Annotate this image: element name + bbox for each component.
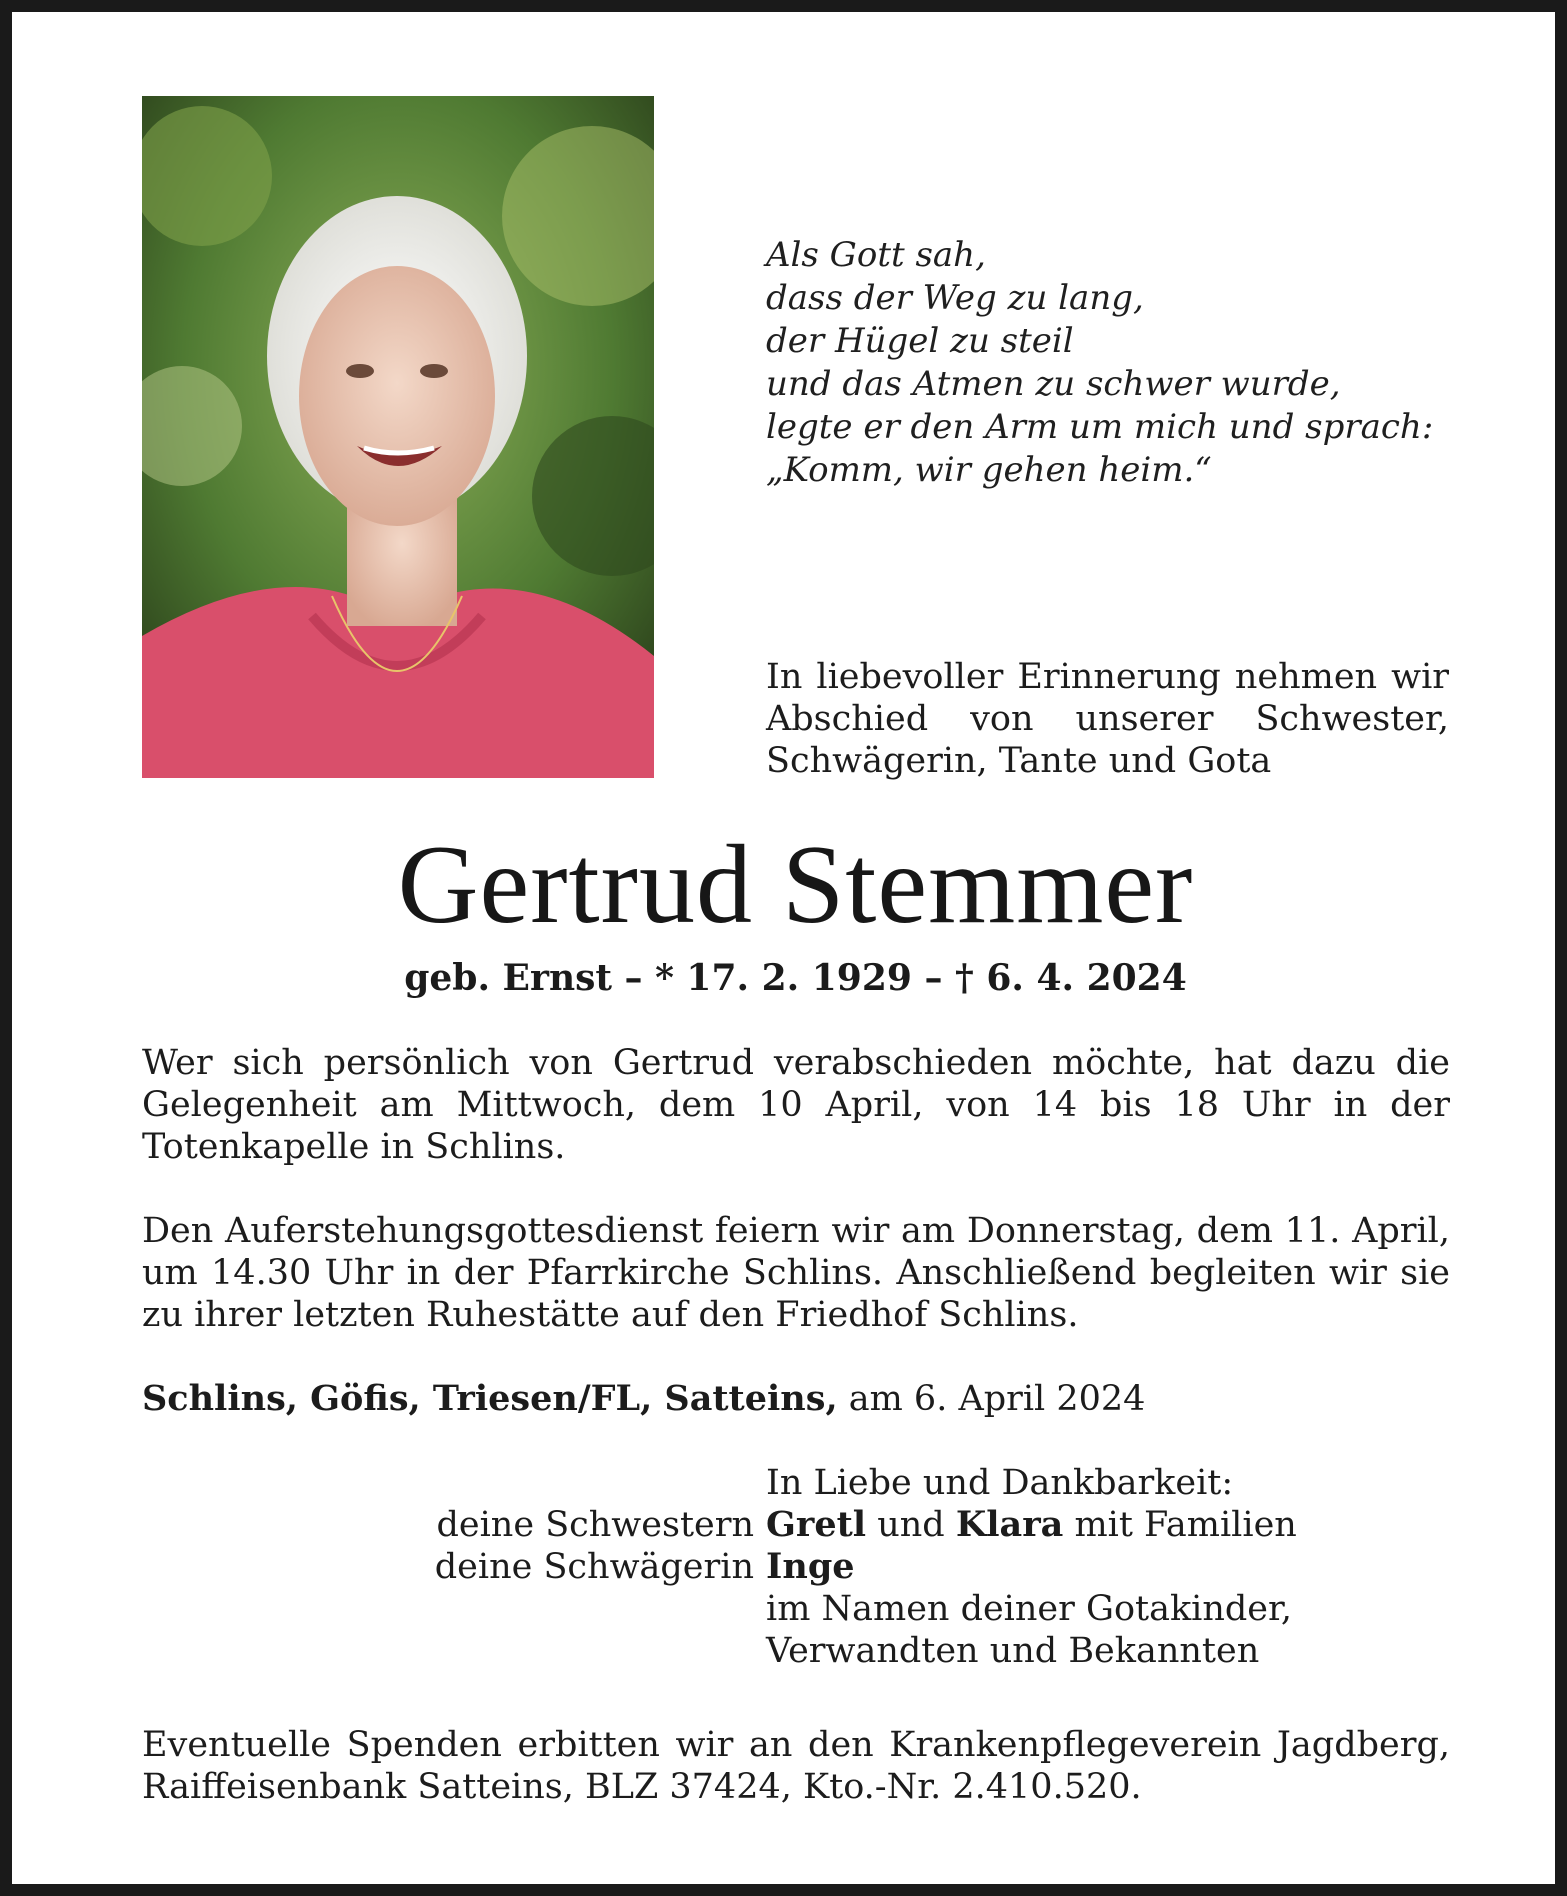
- poem-line: „Komm, wir gehen heim.“: [766, 450, 1212, 490]
- place-names: Schlins, Göfis, Triesen/FL, Satteins,: [142, 1378, 838, 1419]
- family-row: [142, 1630, 1450, 1672]
- poem-line: der Hügel zu steil: [766, 321, 1074, 361]
- poem-line: Als Gott sah,: [766, 235, 986, 275]
- family-row: [142, 1504, 1450, 1546]
- family-row: [142, 1462, 1450, 1504]
- birth-death-dates: geb. Ernst – * 17. 2. 1929 – † 6. 4. 2024: [404, 957, 1187, 999]
- family-heading: In Liebe und Dankbarkeit:: [766, 1463, 1234, 1503]
- donation-note: Eventuelle Spenden erbitten wir an den Krankenpflegeverein Jagdberg, Raiffeisenbank Satteins, BLZ 37424, Kto.-Nr. 2.410.520.: [142, 1725, 1450, 1807]
- viewing-paragraph: Wer sich persönlich von Gertrud verabschieden möchte, hat dazu die Gelegenheit am Mittwoch, dem 10 April, von 14 bis 18 Uhr in der Totenkapelle in Schlins.: [142, 1043, 1450, 1167]
- service-paragraph: Den Auferstehungsgottesdienst feiern wir am Donnerstag, dem 11. April, um 14.30 Uhr in der Pfarrkirche Schlins. Anschließend begleiten wir sie zu ihrer letzten Ruhestätte auf den Friedhof Schlins.: [142, 1211, 1450, 1335]
- family-row: [142, 1588, 1450, 1630]
- deceased-name: Gertrud Stemmer: [397, 823, 1194, 947]
- sister-in-law-name: Inge: [766, 1546, 855, 1587]
- poem-line: und das Atmen zu schwer wurde,: [766, 364, 1341, 404]
- portrait-image: [142, 96, 654, 778]
- poem: [766, 234, 1466, 492]
- relatives-line: Verwandten und Bekannten: [766, 1631, 1260, 1671]
- sister-name: Gretl: [766, 1504, 867, 1545]
- place-date-line: [142, 1378, 1450, 1420]
- sisters-label: deine Schwestern: [436, 1505, 754, 1545]
- godchildren-line: im Namen deiner Gotakinder,: [766, 1589, 1293, 1629]
- place-date: am 6. April 2024: [837, 1379, 1146, 1419]
- family-signature: [142, 1462, 1450, 1672]
- sister-name: Klara: [955, 1504, 1064, 1545]
- poem-line: dass der Weg zu lang,: [766, 278, 1144, 318]
- portrait-photo: [142, 96, 654, 778]
- sister-in-law-label: deine Schwägerin: [434, 1547, 754, 1587]
- poem-line: legte er den Arm um mich und sprach:: [766, 407, 1434, 447]
- family-row: [142, 1546, 1450, 1588]
- sisters-names: Gretl und Klara mit Familien: [766, 1504, 1297, 1545]
- remembrance-intro: In liebevoller Erinnerung nehmen wir Abschied von unserer Schwester, Schwägerin, Tante und Gota: [766, 657, 1449, 781]
